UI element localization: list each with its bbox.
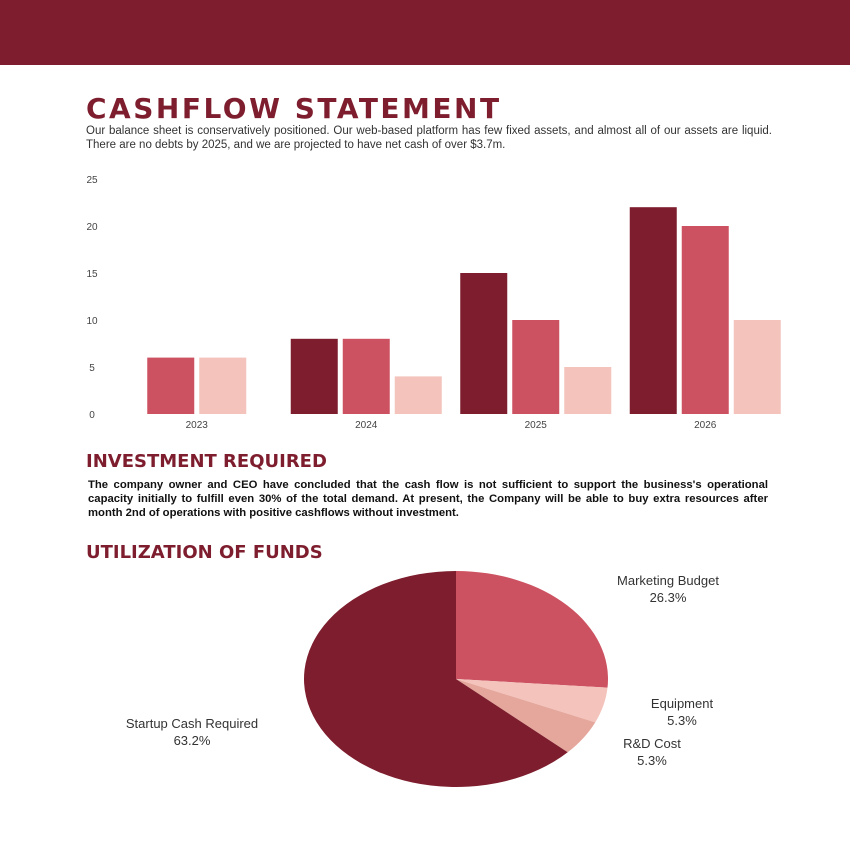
pie-label: Equipment — [650, 696, 714, 711]
pie-label: Startup Cash Required — [125, 716, 259, 731]
utilization-title: UTILIZATION OF FUNDS — [86, 542, 323, 563]
y-tick-label: 20 — [86, 222, 98, 233]
pie-label: Marketing Budget — [617, 573, 719, 588]
x-tick-label: 2024 — [355, 420, 378, 431]
pie-label: R&D Cost — [623, 736, 681, 751]
x-tick-label: 2023 — [185, 420, 208, 431]
pie-slice-marketing-budget — [456, 571, 608, 688]
investment-paragraph: The company owner and CEO have concluded that the cash flow is not sufficient to support the business's operational capacity initially to fulfill even 30% of the total demand. At present, the Company will be able to buy extra resources after month 2nd of operations with positive cashflows without investment. — [88, 479, 768, 519]
x-tick-label: 2026 — [694, 420, 717, 431]
x-tick-label: 2025 — [524, 420, 547, 431]
y-tick-label: 10 — [86, 316, 98, 327]
pie-percent-label: 26.3% — [649, 590, 687, 605]
y-tick-label: 25 — [86, 175, 98, 186]
y-tick-label: 5 — [89, 363, 95, 374]
pie-percent-label: 63.2% — [173, 733, 211, 748]
pie-percent-label: 5.3% — [637, 753, 667, 768]
intro-paragraph: Our balance sheet is conservatively positioned. Our web-based platform has few fixed assets, and almost all of our assets are liquid. There are no debts by 2025, and we are projected to have net cash of over $3.7m. — [86, 125, 772, 151]
y-tick-label: 0 — [89, 410, 95, 421]
investment-title: INVESTMENT REQUIRED — [86, 451, 327, 472]
page-title: CASHFLOW STATEMENT — [86, 92, 502, 125]
y-tick-label: 15 — [86, 269, 98, 280]
pie-percent-label: 5.3% — [667, 713, 697, 728]
